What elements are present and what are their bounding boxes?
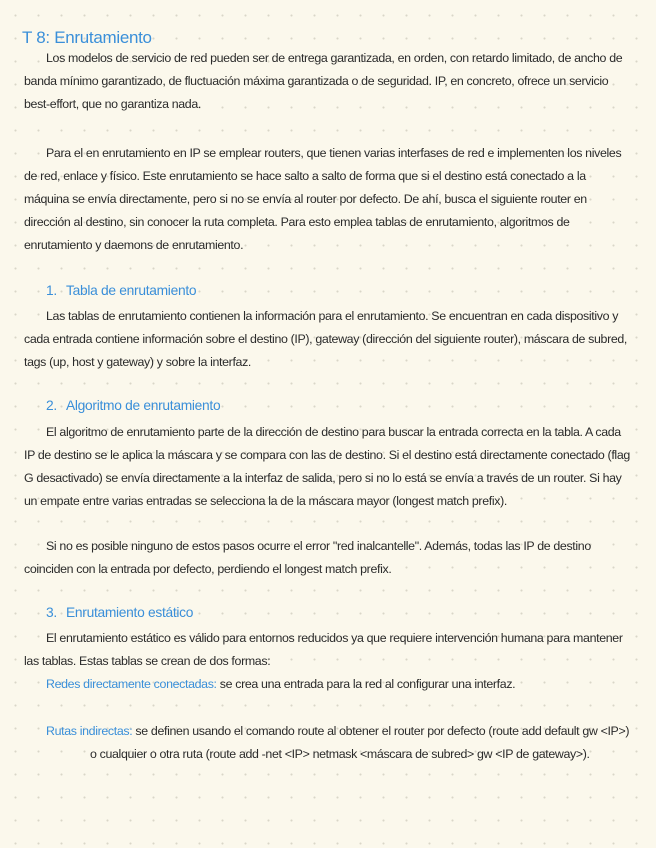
- list-item-text: se definen usando el comando route al obtener el router por defecto (route add default gw <IP>) o cualquier o otra ruta (route add -net <IP> netmask <máscara de subred> gw <IP de gateway>).: [90, 724, 630, 761]
- section-1-text: Las tablas de enrutamiento contienen la información para el enrutamiento. Se encuentran en cada dispositivo y cada entrada contiene información sobre el destino (IP), gateway (dirección del siguiente router), máscara de subred, tags (up, host y gateway) y sobre la interfaz.: [24, 309, 628, 369]
- section-title: Enrutamiento estático: [66, 605, 194, 620]
- section-heading-1: [46, 283, 196, 298]
- section-2-text: El algoritmo de enrutamiento parte de la dirección de destino para buscar la entrada correcta en la tabla. A cada IP de destino se le aplica la máscara y se compara con las de destino. Si el destino está directamente conectado (flag G desactivado) se envía directamente a la interfaz de salida, pero si no lo está se envía a través de un router. Si hay un empate entre varias entradas se selecciona la de la máscara mayor (longest match prefix).: [24, 425, 630, 508]
- section-title: Algoritmo de enrutamiento: [66, 398, 221, 413]
- list-item-text: se crea una entrada para la red al configurar una interfaz.: [216, 677, 516, 691]
- section-2-text-2: Si no es posible ninguno de estos pasos ocurre el error "red inalcantelle". Además, todas las IP de destino coinciden con la entrada por defecto, perdiendo el longest match prefix.: [24, 539, 591, 576]
- section-number: 3.: [46, 605, 57, 620]
- section-title: Tabla de enrutamiento: [66, 283, 197, 298]
- intro-paragraph-2: Para el en enrutamiento en IP se emplear routers, que tienen varias interfases de red e implementen los niveles de red, enlace y físico. Este enrutamiento se hace salto a salto de forma que si el destino está conectado a la máquina se envía directamente, pero si no se envía al router por defecto. De ahí, busca el siguiente router en dirección al destino, sin conocer la ruta completa. Para esto emplea tablas de enrutamiento, algoritmos de enrutamiento y daemons de enrutamiento.: [24, 146, 622, 252]
- intro-paragraph-1: Los modelos de servicio de red pueden ser de entrega garantizada, en orden, con retardo limitado, de ancho de banda mínimo garantizado, de fluctuación máxima garantizada o de seguridad. IP, en concreto, ofrece un servicio best-effort, que no garantiza nada.: [24, 51, 623, 111]
- page-title: T 8: Enrutamiento: [22, 28, 152, 47]
- section-3-text: El enrutamiento estático es válido para entornos reducidos ya que requiere intervención humana para mantener las tablas. Estas tablas se crean de dos formas:: [24, 631, 623, 668]
- section-number: 2.: [46, 398, 57, 413]
- list-item: [46, 673, 632, 696]
- section-heading-3: [46, 605, 193, 620]
- list-item: [46, 720, 632, 766]
- section-heading-2: [46, 398, 220, 413]
- list-item-term: Rutas indirectas:: [46, 724, 133, 738]
- list-item-term: Redes directamente conectadas:: [46, 677, 217, 691]
- section-number: 1.: [46, 283, 57, 298]
